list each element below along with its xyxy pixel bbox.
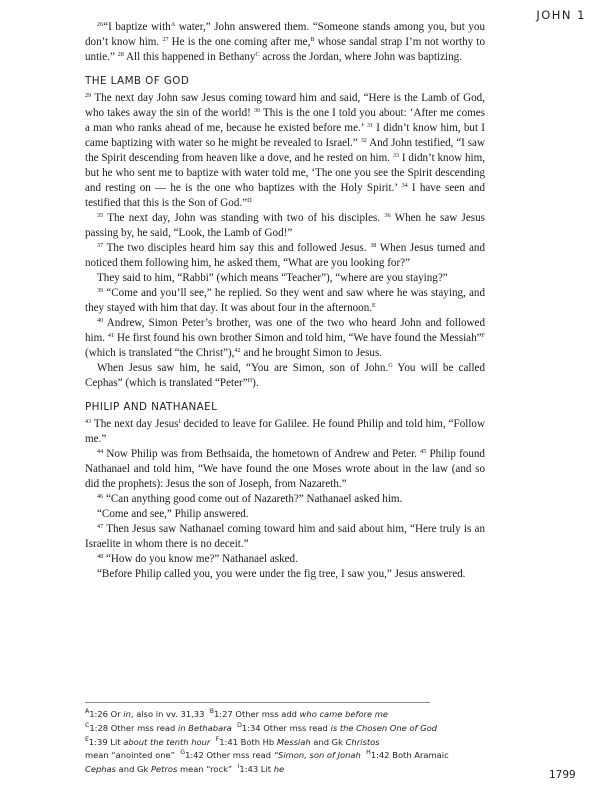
verse-number: 43 <box>85 418 92 425</box>
verse-number: 47 <box>97 523 104 530</box>
verse-number: 27 <box>162 36 169 43</box>
footnote-letter: G <box>180 749 186 757</box>
verse-number: 40 <box>97 317 104 324</box>
verse-number: 35 <box>97 212 104 219</box>
paragraph: “Come and see,” Philip answered. <box>97 508 249 520</box>
footnote-marker[interactable]: I <box>178 418 181 425</box>
verse-number: 46 <box>97 493 104 500</box>
verse-number: 44 <box>97 448 104 455</box>
paragraph: “Before Philip called you, you were under the fig tree, I saw you,” Jesus answered. <box>97 568 466 580</box>
verse-number: 37 <box>97 242 104 249</box>
footnote-line: $^E$1:39 Lit about the tenth hour $^F$1:41 Both Hb Messiah and Gk Christos <box>85 735 380 747</box>
verse-number: 38 <box>370 242 377 249</box>
footnote-marker[interactable]: B <box>310 36 315 43</box>
footnote-letter: D <box>237 721 242 729</box>
verse-number: 29 <box>85 92 92 99</box>
paragraph: $^{43}$ The next day Jesus$^I$ decided to leave for Galilee. He found Philip and told him, “Follow me.” <box>85 418 485 445</box>
footnote-line: mean “anointed one” $^G$1:42 Other mss read “Simon, son of Jonah $^H$1:42 Both Aramaic <box>85 749 449 761</box>
verse-number: 28 <box>117 51 124 58</box>
main-text-column <box>85 20 485 582</box>
running-head: JOHN 1 <box>536 8 586 22</box>
footnote-marker[interactable]: A <box>170 21 176 28</box>
footnote-marker[interactable]: H <box>247 377 253 384</box>
footnote-marker[interactable]: E <box>372 302 376 309</box>
verse-number: 48 <box>97 553 104 560</box>
footnote-line: $^A$1:26 Or in, also in vv. 31,33 $^B$1:27 Other mss add who came before me <box>85 708 389 719</box>
paragraph: $^{39}$ “Come and you’ll see,” he replied. So they went and saw where he was staying, and they stayed with him that day. It was about four in the afternoon.$^E$ <box>85 287 485 314</box>
footnote-marker[interactable]: G <box>388 362 393 369</box>
verse-number: 42 <box>234 347 241 354</box>
paragraph: $^{35}$ The next day, John was standing with two of his disciples. $^{36}$ When he saw Jesus passing by, he said, “Look, the Lamb of God!” <box>85 212 485 239</box>
footnote-line: Cephas and Gk Petros mean “rock” $^I$1:43 Lit he <box>85 763 285 775</box>
verse-number: 41 <box>107 332 115 339</box>
footnote-marker[interactable]: F <box>481 332 485 339</box>
paragraph: $^{37}$ The two disciples heard him say this and followed Jesus. $^{38}$ When Jesus turned and noticed them following him, he asked them, “What are you looking for?” <box>85 242 485 269</box>
paragraph: $^{40}$ Andrew, Simon Peter’s brother, was one of the two who heard John and followed him. $^{41}$ He first found his own brother Simon and told him, “We have found the Messiah”$^F$ (which is translated “the Christ”),$^{42}$ and he brought Simon to Jesus. <box>85 317 485 359</box>
verse-number: 26 <box>97 21 104 28</box>
footnote-letter: I <box>237 763 240 771</box>
paragraph: They said to him, “Rabbi” (which means “Teacher”), “where are you staying?” <box>97 272 448 284</box>
verse-number: 30 <box>253 107 261 114</box>
footnote-marker[interactable]: D <box>247 197 252 204</box>
section-heading: THE LAMB OF GOD <box>85 75 190 87</box>
verse-number: 45 <box>420 448 427 455</box>
verse-number: 39 <box>97 287 104 294</box>
footnote-letter: H <box>366 749 371 757</box>
section-heading: PHILIP AND NATHANAEL <box>85 401 218 413</box>
footnote-letter: C <box>85 721 90 729</box>
paragraph: $^{47}$ Then Jesus saw Nathanael coming toward him and said about him, “Here truly is an Israelite in whom there is no deceit.” <box>85 523 485 550</box>
verse-number: 36 <box>384 212 391 219</box>
verse-number: 31 <box>366 122 374 129</box>
footnote-letter: E <box>85 735 89 743</box>
footnote-letter: A <box>85 708 90 715</box>
paragraph: $^{26}$“I baptize with$^A$ water,” John answered them. “Someone stands among you, but you don’t know him. $^{27}$ He is the one coming after me,$^B$ whose sandal strap I’m not worthy to untie.” $^{28}$ All this happened in Bethany$^C$ across the Jordan, where John was baptizing. <box>85 21 486 63</box>
footnotes <box>85 708 449 777</box>
footnote-marker[interactable]: C <box>255 51 260 58</box>
paragraph: $^{48}$ “How do you know me?” Nathanael asked. <box>97 553 298 565</box>
paragraph: $^{46}$ “Can anything good come out of Nazareth?” Nathanael asked him. <box>97 493 403 505</box>
verse-number: 33 <box>392 152 400 159</box>
footnote-letter: F <box>215 735 220 743</box>
page-number: 1799 <box>549 769 576 781</box>
verse-number: 34 <box>401 182 408 189</box>
paragraph: $^{29}$ The next day John saw Jesus coming toward him and said, “Here is the Lamb of God, who takes away the sin of the world! $^{30}$ This is the one I told you about: ‘After me comes a man who ranks ahead of me, because he existed before me.’ $^{31}$ I didn’t know him, but I came baptizing with water so he might be revealed to Israel.” $^{32}$ And John testified, “I saw the Spirit descending from heaven like a dove, and he rested on him. $^{33}$ I didn’t know him, but he who sent me to baptize with water told me, ‘The one you see the Spirit descending and resting on — he is the one who baptizes with the Holy Spirit.’ $^{34}$ I have seen and testified that this is the Son of God.”$^D$ <box>85 92 485 209</box>
footnote-line: $^C$1:28 Other mss read in Bethabara $^D$1:34 Other mss read is the Chosen One of God <box>85 721 438 733</box>
footnote-letter: B <box>209 708 214 715</box>
footnote-divider <box>85 702 430 703</box>
verse-number: 32 <box>360 137 367 144</box>
paragraph: When Jesus saw him, he said, “You are Simon, son of John.$^G$ You will be called Cephas” (which is translated “Peter”$^H$). <box>85 362 485 389</box>
paragraph: $^{44}$ Now Philip was from Bethsaida, the hometown of Andrew and Peter. $^{45}$ Philip found Nathanael and told him, “We have found the one Moses wrote about in the law (and so did the prophets): Jesus the son of Joseph, from Nazareth.” <box>85 448 485 490</box>
